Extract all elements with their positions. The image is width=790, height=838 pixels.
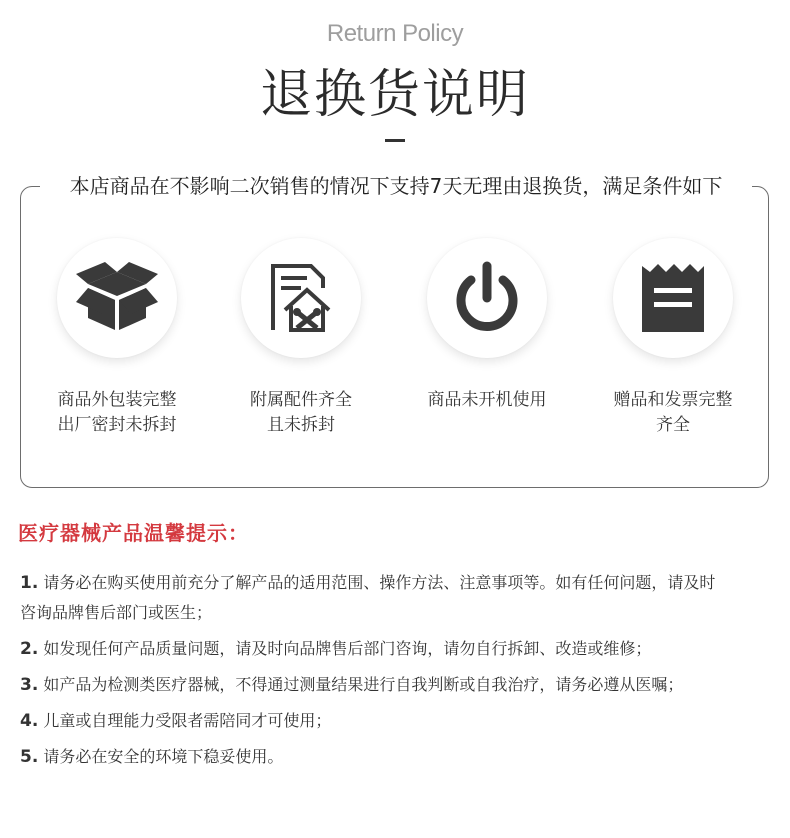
feature-line2: 且未拆封 [267, 415, 335, 435]
feature-line1: 商品未开机使用 [427, 390, 547, 410]
feature-circle [57, 238, 177, 358]
box-icon [72, 258, 162, 338]
feature-label [593, 388, 753, 438]
tip-number: 2. [20, 639, 39, 659]
tip-number: 3. [20, 675, 39, 695]
feature-label [221, 388, 381, 438]
feature-circle [427, 238, 547, 358]
feature-line2: 出厂密封未拆封 [57, 415, 177, 435]
feature-label [407, 388, 567, 413]
feature-label [37, 388, 197, 438]
receipt-icon [638, 258, 708, 338]
policy-caption: 本店商品在不影响二次销售的情况下支持7天无理由退换货，满足条件如下 [40, 171, 752, 201]
feature-accessories [221, 238, 381, 438]
tip-text: 请务必在购买使用前充分了解产品的适用范围、操作方法、注意事项等。如有任何问题，请及时 [43, 573, 716, 592]
tip-text: 请务必在安全的环境下稳妥使用。 [43, 747, 284, 766]
tip-item [20, 706, 770, 736]
feature-invoice [593, 238, 753, 438]
house-tools-icon [261, 258, 341, 338]
tip-text: 如发现任何产品质量问题，请及时向品牌售后部门咨询，请勿自行拆卸、改造或维修； [43, 639, 652, 658]
tip-text-continued: 咨询品牌售后部门或医生； [20, 603, 213, 622]
feature-line2: 齐全 [656, 415, 690, 435]
feature-line1: 附属配件齐全 [250, 390, 352, 410]
feature-line1: 商品外包装完整 [57, 390, 177, 410]
tip-text: 如产品为检测类医疗器械，不得通过测量结果进行自我判断或自我治疗，请务必遵从医嘱； [43, 675, 684, 694]
tip-item [20, 634, 770, 664]
feature-packaging [37, 238, 197, 438]
tip-number: 5. [20, 747, 39, 767]
tip-text: 儿童或自理能力受限者需陪同才可使用； [43, 711, 332, 730]
tip-item [20, 670, 770, 700]
power-icon [447, 258, 527, 338]
tips-heading: 医疗器械产品温馨提示： [18, 521, 249, 545]
feature-line1: 赠品和发票完整 [613, 390, 733, 410]
tip-number: 4. [20, 711, 39, 731]
title-divider [385, 139, 405, 142]
tips-list [20, 568, 770, 778]
page-title: 退换货说明 [259, 65, 530, 125]
feature-circle [241, 238, 361, 358]
tip-number: 1. [20, 573, 39, 593]
tip-item [20, 568, 770, 628]
tip-item [20, 742, 770, 772]
feature-unused [407, 238, 567, 413]
feature-circle [613, 238, 733, 358]
subtitle: Return Policy [326, 20, 464, 47]
